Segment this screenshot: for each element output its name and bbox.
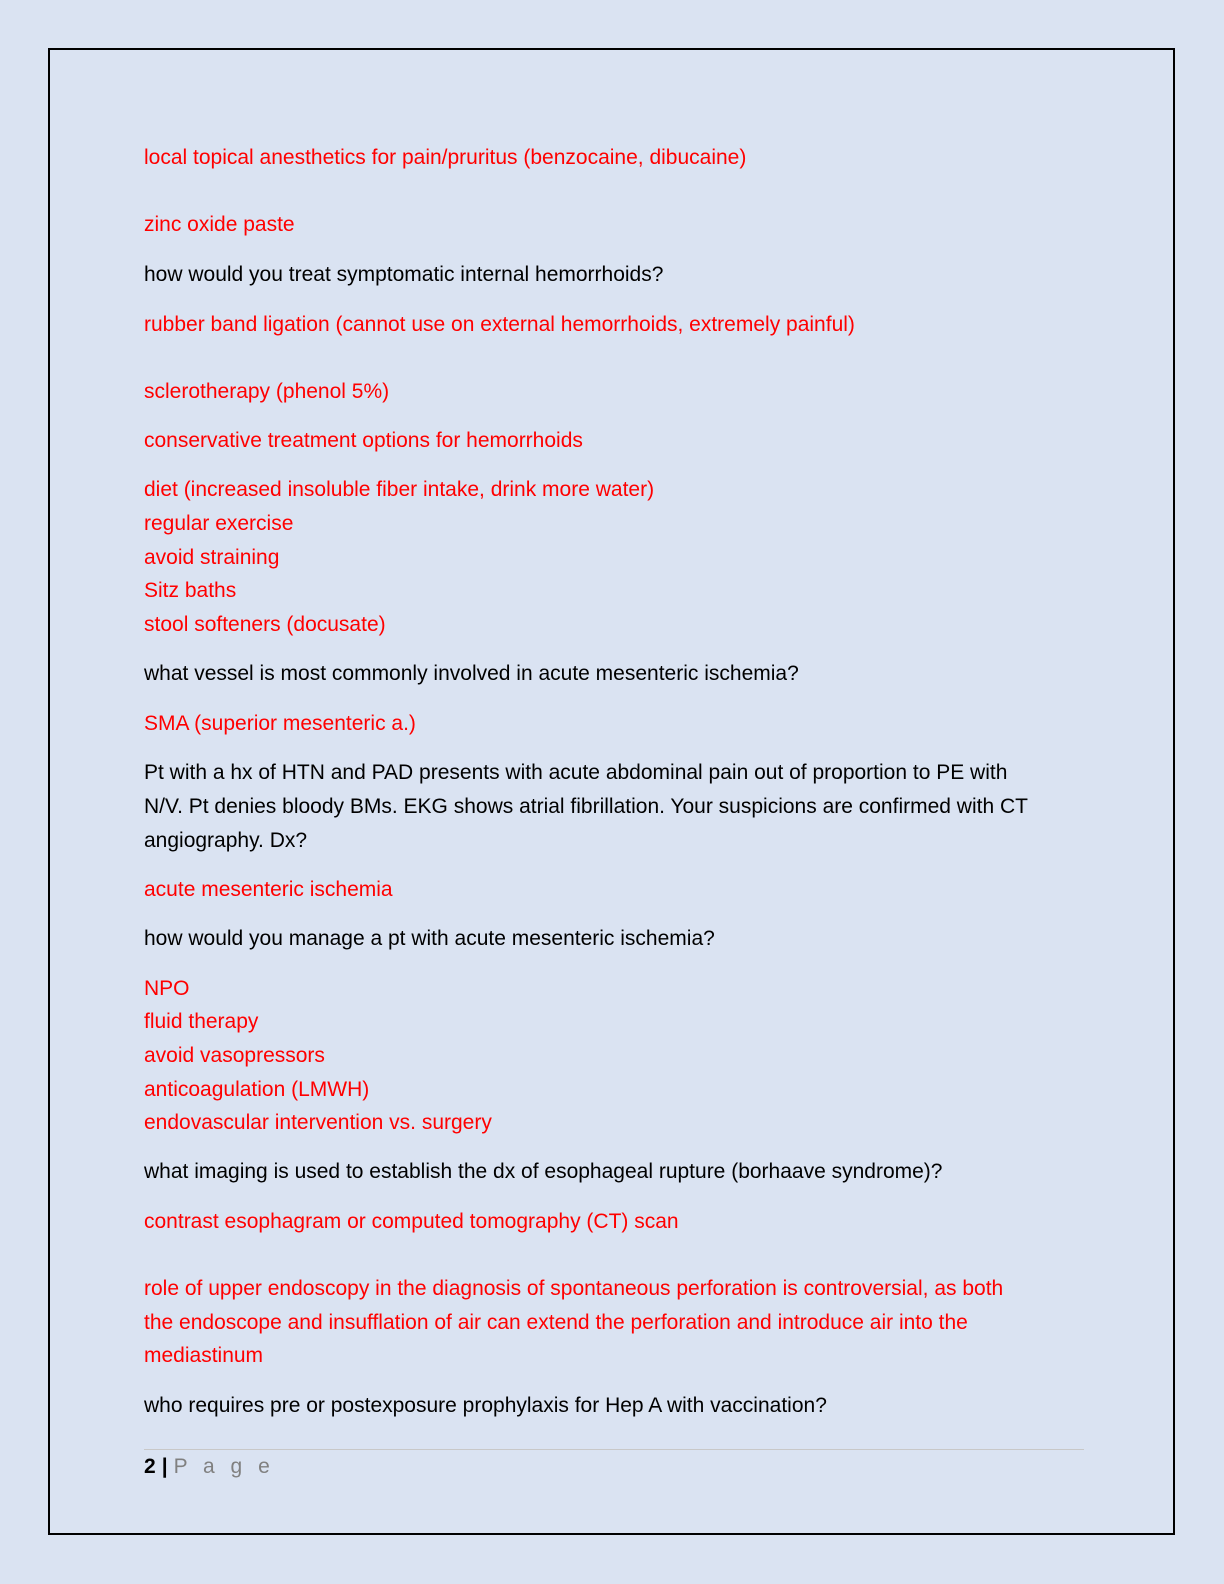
page-number: 2 bbox=[144, 1455, 156, 1478]
answer-line: sclerotherapy (phenol 5%) bbox=[144, 380, 390, 403]
question-line: N/V. Pt denies bloody BMs. EKG shows atrial fibrillation. Your suspicions are confirmed with CT bbox=[144, 795, 1028, 818]
page-footer bbox=[144, 1452, 275, 1482]
answer-line: stool softeners (docusate) bbox=[144, 613, 386, 636]
footer-separator: | bbox=[161, 1455, 168, 1478]
question-line: what vessel is most commonly involved in acute mesenteric ischemia? bbox=[144, 662, 799, 685]
answer-line: rubber band ligation (cannot use on external hemorrhoids, extremely painful) bbox=[144, 313, 855, 336]
answer-line: endovascular intervention vs. surgery bbox=[144, 1111, 492, 1134]
answer-line: zinc oxide paste bbox=[144, 213, 295, 236]
footer-divider bbox=[144, 1449, 1084, 1450]
answer-line: regular exercise bbox=[144, 512, 294, 535]
page-label: P a g e bbox=[173, 1455, 275, 1478]
question-line: who requires pre or postexposure prophylaxis for Hep A with vaccination? bbox=[144, 1394, 827, 1417]
answer-line: anticoagulation (LMWH) bbox=[144, 1078, 370, 1101]
question-line: how would you manage a pt with acute mesenteric ischemia? bbox=[144, 927, 715, 950]
question-line: Pt with a hx of HTN and PAD presents with acute abdominal pain out of proportion to PE with bbox=[144, 761, 1008, 784]
answer-line: diet (increased insoluble fiber intake, drink more water) bbox=[144, 478, 655, 501]
question-line: how would you treat symptomatic internal hemorrhoids? bbox=[144, 263, 664, 286]
answer-line: Sitz baths bbox=[144, 579, 237, 602]
answer-line: mediastinum bbox=[144, 1344, 264, 1367]
question-line: conservative treatment options for hemorrhoids bbox=[144, 429, 583, 452]
answer-line: role of upper endoscopy in the diagnosis of spontaneous perforation is controversial, as both bbox=[144, 1277, 1004, 1300]
answer-line: SMA (superior mesenteric a.) bbox=[144, 712, 416, 735]
answer-line: the endoscope and insufflation of air can extend the perforation and introduce air into the bbox=[144, 1311, 968, 1334]
question-line: angiography. Dx? bbox=[144, 829, 308, 852]
answer-line: contrast esophagram or computed tomography (CT) scan bbox=[144, 1210, 679, 1233]
answer-line: acute mesenteric ischemia bbox=[144, 878, 393, 901]
answer-line: NPO bbox=[144, 977, 190, 1000]
answer-line: avoid vasopressors bbox=[144, 1044, 325, 1067]
question-line: what imaging is used to establish the dx of esophageal rupture (borhaave syndrome)? bbox=[144, 1160, 943, 1183]
answer-line: fluid therapy bbox=[144, 1010, 259, 1033]
answer-line: avoid straining bbox=[144, 546, 280, 569]
answer-line: local topical anesthetics for pain/pruritus (benzocaine, dibucaine) bbox=[144, 146, 747, 169]
